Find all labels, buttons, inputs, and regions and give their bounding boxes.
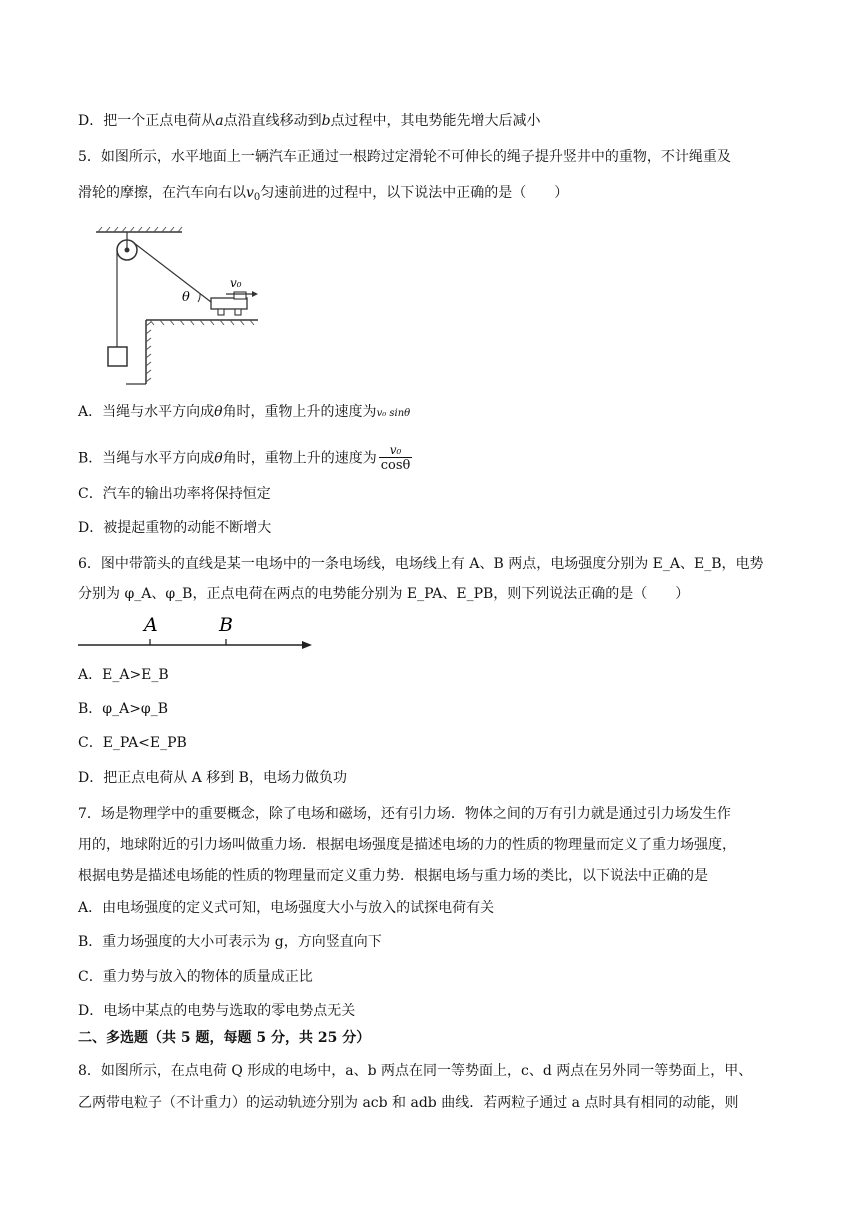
car-wheel-front bbox=[235, 309, 241, 315]
pulley-axle bbox=[125, 248, 130, 253]
q7-stem-line-1: 7．场是物理学中的重要概念，除了电场和磁场，还有引力场．物体之间的万有引力就是通过引力场发生作 bbox=[78, 806, 731, 822]
q5-option-b bbox=[78, 443, 414, 474]
q5-stem-line-1: 5．如图所示，水平地面上一辆汽车正通过一根跨过定滑轮不可伸长的绳子提升竖井中的重物，不计绳重及 bbox=[78, 149, 731, 165]
q6-stem-line-2: 分别为 φ_A、φ_B，正点电荷在两点的电势能分别为 E_PA、E_PB，则下列说法正确的是（ ） bbox=[78, 586, 690, 602]
q7-stem-line-2: 用的，地球附近的引力场叫做重力场．根据电场强度是描述电场的力的性质的物理量而定义了重力场强度， bbox=[78, 837, 736, 853]
car-wheel-rear bbox=[218, 309, 224, 315]
q7-option-a: A．由电场强度的定义式可知，电场强度大小与放入的试探电荷有关 bbox=[78, 900, 495, 916]
q5-stem-line-2 bbox=[78, 183, 568, 203]
q5-option-d: D．被提起重物的动能不断增大 bbox=[78, 520, 272, 536]
section-heading-multiple-choice: 二、多选题（共 5 题，每题 5 分，共 25 分） bbox=[78, 1030, 371, 1046]
car-cab bbox=[234, 292, 246, 299]
theta-symbol: θ bbox=[214, 450, 223, 467]
q4-d-text-1: D．把一个正点电荷从 bbox=[78, 113, 216, 129]
q6-field-line-figure bbox=[78, 610, 318, 654]
point-b-label: B bbox=[219, 614, 233, 636]
q5-option-a bbox=[78, 402, 410, 424]
fraction-denominator: cosθ bbox=[380, 458, 411, 473]
q5-b-fraction bbox=[379, 443, 413, 474]
q5-a-text-2: 角时，重物上升的速度为 bbox=[222, 404, 377, 420]
q4-option-d bbox=[78, 111, 541, 131]
q7-option-d: D．电场中某点的电势与选取的零电势点无关 bbox=[78, 1003, 356, 1019]
velocity-subscript: 0 bbox=[253, 192, 261, 203]
car-body bbox=[211, 298, 247, 309]
q4-d-text-2: 点沿直线移动到 bbox=[223, 113, 322, 129]
q7-option-b: B．重力场强度的大小可表示为 g，方向竖直向下 bbox=[78, 934, 382, 950]
theta-symbol: θ bbox=[214, 404, 223, 420]
q8-stem-line-1: 8．如图所示，在点电荷 Q 形成的电场中，a、b 两点在同一等势面上，c、d 两点在另外同一等势面上，甲、 bbox=[78, 1063, 753, 1079]
point-a-label: A bbox=[144, 614, 158, 636]
q7-stem-line-3: 根据电势是描述电场能的性质的物理量而定义重力势．根据电场与重力场的类比，以下说法中正确的是 bbox=[78, 868, 708, 884]
q5-b-text-2: 角时，重物上升的速度为 bbox=[222, 450, 377, 467]
q5-a-expression: v₀ sinθ bbox=[376, 408, 411, 419]
q5-a-text-1: A．当绳与水平方向成 bbox=[78, 404, 215, 420]
q7-option-c: C．重力势与放入的物体的质量成正比 bbox=[78, 969, 313, 985]
q5-pulley-figure bbox=[94, 224, 264, 388]
q6-option-a: A．E_A>E_B bbox=[78, 667, 169, 683]
field-line-arrowhead bbox=[302, 641, 312, 649]
velocity-symbol: v bbox=[246, 185, 254, 201]
slanted-rope bbox=[134, 243, 211, 302]
q5-stem-text-2: 匀速前进的过程中，以下说法中正确的是（ ） bbox=[260, 185, 569, 201]
q4-d-text-3: 点过程中，其电势能先增大后减小 bbox=[330, 113, 541, 129]
velocity-arrowhead bbox=[252, 291, 258, 297]
angle-theta-label: θ bbox=[182, 290, 190, 305]
point-b: b bbox=[321, 113, 331, 129]
q5-option-c: C．汽车的输出功率将保持恒定 bbox=[78, 486, 271, 502]
q6-option-c: C．E_PA<E_PB bbox=[78, 735, 187, 751]
q6-option-d: D．把正点电荷从 A 移到 B，电场力做负功 bbox=[78, 770, 347, 786]
fraction-numerator: v₀ bbox=[389, 443, 402, 457]
q5-stem-text-1: 滑轮的摩擦，在汽车向右以 bbox=[78, 185, 246, 201]
velocity-label: v₀ bbox=[230, 276, 242, 290]
q6-option-b: B．φ_A>φ_B bbox=[78, 701, 169, 717]
hanging-weight bbox=[108, 347, 127, 366]
q8-stem-line-2: 乙两带电粒子（不计重力）的运动轨迹分别为 acb 和 adb 曲线．若两粒子通过 a 点时具有相同的动能，则 bbox=[78, 1095, 739, 1111]
q5-b-text-1: B．当绳与水平方向成 bbox=[78, 450, 215, 467]
q6-stem-line-1: 6．图中带箭头的直线是某一电场中的一条电场线，电场线上有 A、B 两点，电场强度分别为 E_A、E_B，电势 bbox=[78, 556, 764, 572]
point-a: a bbox=[215, 113, 224, 129]
angle-arc bbox=[198, 294, 200, 302]
